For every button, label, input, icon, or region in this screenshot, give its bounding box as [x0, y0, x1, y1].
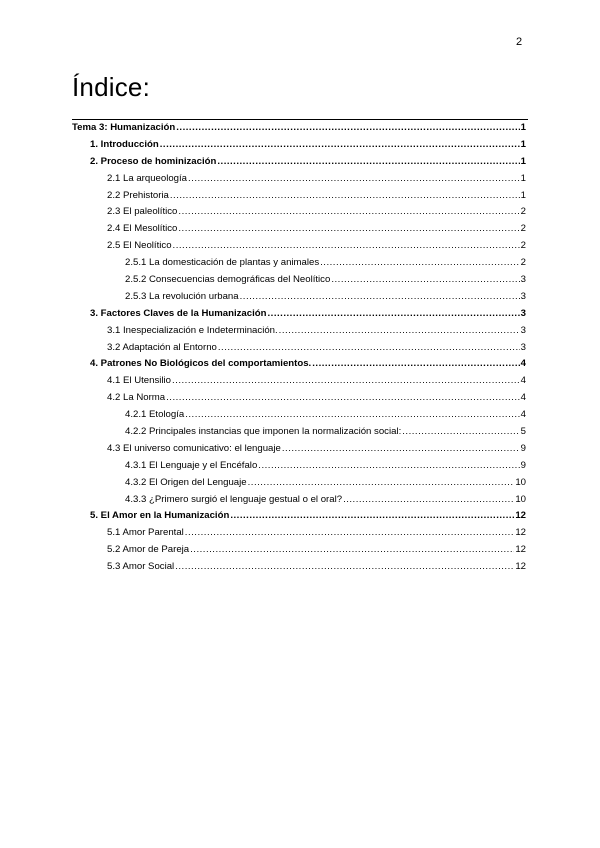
toc-entry-page: 4	[520, 358, 526, 370]
toc-entry[interactable]	[72, 188, 528, 205]
toc-entry[interactable]	[72, 238, 528, 255]
toc-leader-dots	[343, 492, 514, 509]
toc-leader-dots	[282, 441, 520, 458]
toc-entry[interactable]	[72, 373, 528, 390]
toc-entry[interactable]	[72, 525, 528, 542]
toc-entry-page: 1	[520, 138, 526, 150]
toc-leader-dots	[268, 306, 520, 323]
toc-entry-page: 4	[520, 375, 526, 387]
toc-entry-label: 5.3 Amor Social	[107, 561, 175, 573]
toc-entry-page: 10	[515, 493, 526, 505]
toc-entry-label: 2.5.3 La revolución urbana	[125, 290, 239, 302]
toc-leader-dots	[190, 542, 514, 559]
toc-entry-page: 3	[520, 290, 526, 302]
toc-entry[interactable]	[72, 492, 528, 509]
toc-entry-label: 4.3.1 El Lenguaje y el Encéfalo	[125, 459, 258, 471]
toc-entry-page: 3	[520, 274, 526, 286]
toc-entry-page: 2	[520, 206, 526, 218]
page-number: 2	[516, 36, 523, 48]
toc-entry-label: 2.1 La arqueología	[107, 172, 188, 184]
toc-leader-dots	[166, 390, 520, 407]
toc-entry-page: 5	[520, 426, 526, 438]
toc-entry[interactable]	[72, 407, 528, 424]
toc-entry-page: 1	[520, 122, 526, 133]
toc-entry-page: 12	[515, 544, 526, 556]
toc-entry[interactable]	[72, 154, 528, 171]
toc-leader-dots	[258, 458, 519, 475]
toc-entry[interactable]	[72, 559, 528, 576]
toc-leader-dots	[170, 188, 520, 205]
toc-entry[interactable]	[72, 340, 528, 357]
toc-entry-label: 2.2 Prehistoria	[107, 189, 169, 201]
toc-entry-label: 4.2 La Norma	[107, 392, 166, 404]
toc-entry-page: 9	[520, 442, 526, 454]
toc-entry-label: 5. El Amor en la Humanización	[90, 510, 230, 522]
toc-leader-dots	[185, 407, 519, 424]
toc-entry-page: 1	[520, 155, 526, 167]
toc-entry[interactable]	[72, 120, 528, 137]
toc-leader-dots	[217, 154, 519, 171]
toc-entry-page: 12	[515, 561, 526, 573]
toc-entry[interactable]	[72, 542, 528, 559]
toc-entry-page: 12	[515, 510, 526, 522]
toc-entry-label: 4.1 El Utensilio	[107, 375, 171, 387]
toc-leader-dots	[312, 356, 519, 373]
toc-entry-label: 1. Introducción	[90, 138, 159, 150]
toc-entry[interactable]	[72, 272, 528, 289]
toc-entry-label: 2.5.2 Consecuencias demográficas del Neolítico	[125, 274, 331, 286]
toc-leader-dots	[248, 475, 515, 492]
toc-leader-dots	[160, 137, 520, 154]
toc-entry-label: 3.1 Inespecialización e Indeterminación.	[107, 324, 278, 336]
toc-entry-label: 5.1 Amor Parental	[107, 527, 184, 539]
toc-entry[interactable]	[72, 137, 528, 154]
toc-entry-label: 2.3 El paleolítico	[107, 206, 178, 218]
toc-entry-label: 2.5 El Neolítico	[107, 240, 172, 252]
table-of-contents	[72, 119, 528, 576]
toc-entry-label: 4.3.3 ¿Primero surgió el lenguaje gestual o el oral?	[125, 493, 343, 505]
toc-leader-dots	[185, 525, 515, 542]
toc-entry-page: 10	[515, 476, 526, 488]
toc-entry-label: 2. Proceso de hominización	[90, 155, 217, 167]
toc-entry-page: 9	[520, 459, 526, 471]
page-title: Índice:	[72, 72, 151, 102]
toc-entry-label: 2.5.1 La domesticación de plantas y animales	[125, 257, 320, 269]
toc-entry-page: 4	[520, 392, 526, 404]
toc-leader-dots	[173, 238, 520, 255]
toc-leader-dots	[178, 221, 519, 238]
toc-entry-label: Tema 3: Humanización	[72, 122, 176, 133]
toc-entry-label: 3.2 Adaptación al Entorno	[107, 341, 217, 353]
toc-entry[interactable]	[72, 390, 528, 407]
toc-entry[interactable]	[72, 441, 528, 458]
toc-entry[interactable]	[72, 255, 528, 272]
toc-leader-dots	[176, 120, 519, 137]
toc-entry-label: 4.3.2 El Origen del Lenguaje	[125, 476, 247, 488]
toc-entry-page: 2	[520, 223, 526, 235]
toc-leader-dots	[279, 323, 520, 340]
toc-entry-page: 12	[515, 527, 526, 539]
toc-leader-dots	[218, 340, 520, 357]
toc-entry[interactable]	[72, 424, 528, 441]
toc-entry-label: 4.2.2 Principales instancias que imponen la normalización social:	[125, 426, 402, 438]
toc-entry-page: 1	[520, 172, 526, 184]
toc-entry-label: 3. Factores Claves de la Humanización	[90, 307, 267, 319]
toc-leader-dots	[402, 424, 519, 441]
toc-entry[interactable]	[72, 204, 528, 221]
toc-leader-dots	[331, 272, 519, 289]
toc-entry-label: 2.4 El Mesolítico	[107, 223, 178, 235]
toc-leader-dots	[175, 559, 514, 576]
toc-entry[interactable]	[72, 221, 528, 238]
toc-entry-page: 1	[520, 189, 526, 201]
toc-leader-dots	[230, 508, 514, 525]
toc-entry-page: 3	[520, 324, 526, 336]
toc-entry-label: 4. Patrones No Biológicos del comportamientos.	[90, 358, 312, 370]
toc-entry-page: 3	[520, 341, 526, 353]
toc-entry[interactable]	[72, 323, 528, 340]
toc-entry[interactable]	[72, 475, 528, 492]
toc-entry-label: 5.2 Amor de Pareja	[107, 544, 190, 556]
toc-entry-page: 2	[520, 240, 526, 252]
toc-leader-dots	[188, 171, 520, 188]
toc-entry[interactable]	[72, 306, 528, 323]
toc-entry-page: 4	[520, 409, 526, 421]
toc-entry[interactable]	[72, 171, 528, 188]
toc-entry[interactable]	[72, 458, 528, 475]
toc-entry-page: 2	[520, 257, 526, 269]
toc-leader-dots	[172, 373, 520, 390]
toc-entry[interactable]	[72, 508, 528, 525]
toc-entry-page: 3	[520, 307, 526, 319]
toc-entry[interactable]	[72, 289, 528, 306]
toc-leader-dots	[178, 204, 519, 221]
toc-leader-dots	[240, 289, 520, 306]
toc-leader-dots	[320, 255, 520, 272]
toc-entry[interactable]	[72, 356, 528, 373]
toc-entry-label: 4.2.1 Etología	[125, 409, 185, 421]
toc-entry-label: 4.3 El universo comunicativo: el lenguaje	[107, 442, 281, 454]
